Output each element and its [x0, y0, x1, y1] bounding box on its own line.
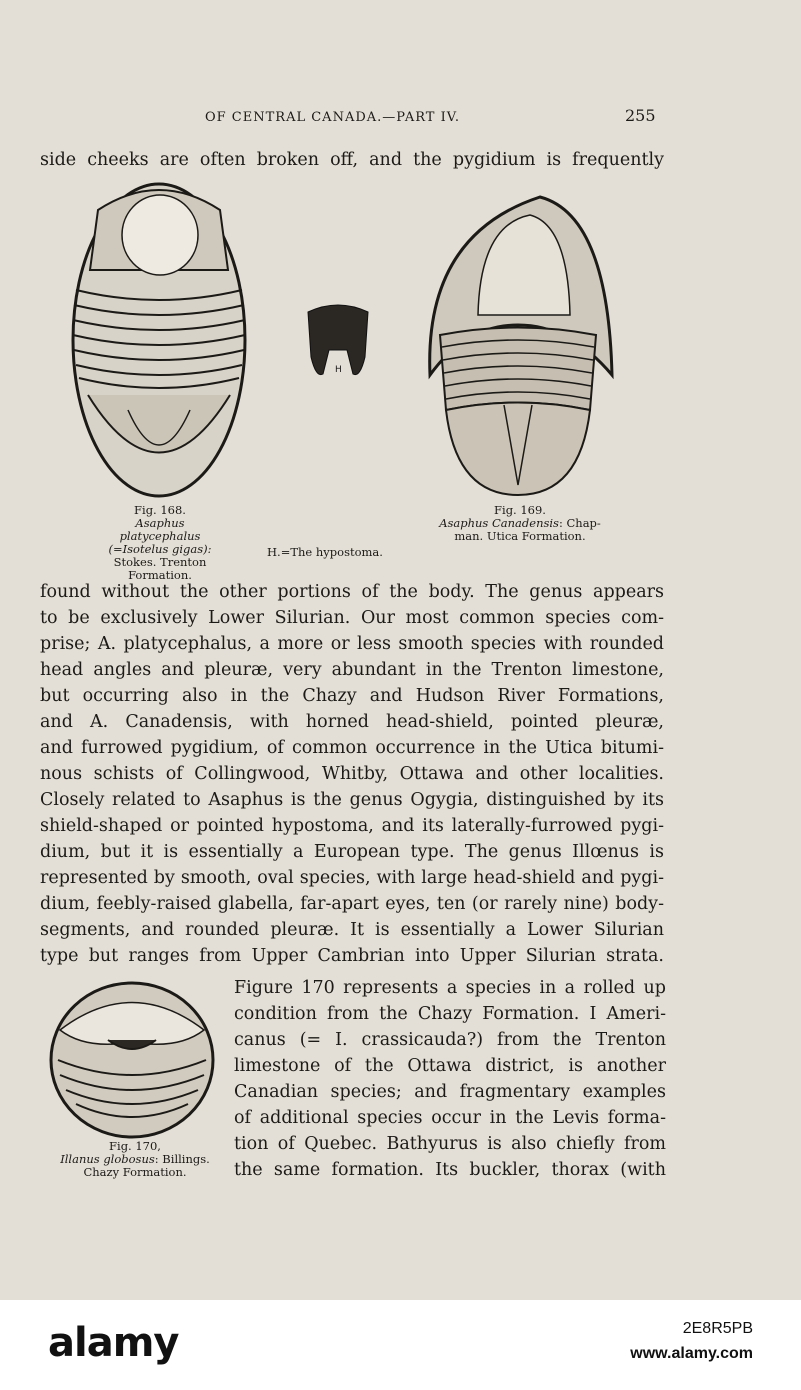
text-line: tion of Quebec. Bathyurus is also chiefly from	[234, 1134, 666, 1154]
text-line: limestone of the Ottawa district, is another	[234, 1056, 666, 1076]
fig-170-authority: : Billings.	[154, 1152, 210, 1166]
text-line: Figure 170 represents a species in a rolled up	[234, 978, 666, 998]
hypostoma-marker: H	[335, 365, 342, 375]
fig-168-label: Fig. 168.	[134, 503, 186, 517]
fig-169-authority: : Chap-	[558, 516, 601, 530]
text-line: type but ranges from Upper Cambrian into Upper Silurian strata.	[40, 946, 664, 966]
text-line: prise; A. platycephalus, a more or less smooth species with rounded	[40, 634, 664, 654]
fig-169-species: Asaphus Canadensis	[439, 516, 559, 530]
running-head: OF CENTRAL CANADA.—PART IV.	[205, 110, 460, 125]
text-line: dium, feebly-raised glabella, far-apart eyes, ten (or rarely nine) body-	[40, 894, 664, 914]
text-line: and furrowed pygidium, of common occurrence in the Utica bitumi-	[40, 738, 664, 758]
text-line: segments, and rounded pleuræ. It is essentially a Lower Silurian	[40, 920, 664, 940]
text-line: the same formation. Its buckler, thorax (with	[234, 1160, 666, 1180]
fig-170-formation: Chazy Formation.	[83, 1165, 187, 1179]
text-line: to be exclusively Lower Silurian. Our most common species com-	[40, 608, 664, 628]
trilobite-fig-168-illustration	[68, 180, 250, 500]
text-line: but occurring also in the Chazy and Hudson River Formations,	[40, 686, 664, 706]
text-line: represented by smooth, oval species, with large head-shield and pygi-	[40, 868, 664, 888]
fig-169-formation: man. Utica Formation.	[454, 529, 586, 543]
text-line: condition from the Chazy Formation. I Ameri-	[234, 1004, 666, 1024]
text-line: head angles and pleuræ, very abundant in the Trenton limestone,	[40, 660, 664, 680]
text-line: side cheeks are often broken off, and the pygidium is frequently	[40, 150, 664, 170]
fig-168-caption	[95, 504, 225, 582]
hypostoma-caption: H.=The hypostoma.	[267, 545, 383, 559]
image-id: 2E8R5PB	[682, 1320, 753, 1337]
alamy-logo: alamy	[48, 1320, 179, 1366]
fig-168-synonym: (=Isotelus gigas):	[108, 542, 212, 556]
text-line: canus (= I. crassicauda?) from the Trenton	[234, 1030, 666, 1050]
page-number: 255	[625, 106, 656, 125]
text-line: found without the other portions of the body. The genus appears	[40, 582, 664, 602]
hypostoma-illustration	[305, 302, 371, 382]
fig-168-species: Asaphus platycephalus	[119, 516, 201, 543]
fig-169-caption	[410, 504, 630, 543]
text-line: of additional species occur in the Levis forma-	[234, 1108, 666, 1128]
trilobite-fig-169-illustration	[420, 195, 616, 497]
text-line: dium, but it is essentially a European type. The genus Illœnus is	[40, 842, 664, 862]
text-line: Closely related to Asaphus is the genus Ogygia, distinguished by its	[40, 790, 664, 810]
fig-170-label: Fig. 170,	[109, 1139, 161, 1153]
fig-168-formation: Formation.	[128, 568, 192, 582]
fig-169-label: Fig. 169.	[494, 503, 546, 517]
fig-170-species: Illanus globosus	[60, 1152, 155, 1166]
site-url: www.alamy.com	[630, 1345, 753, 1362]
text-line: Canadian species; and fragmentary examples	[234, 1082, 666, 1102]
text-line: nous schists of Collingwood, Whitby, Ottawa and other localities.	[40, 764, 664, 784]
fig-170-caption	[40, 1140, 230, 1179]
text-line: shield-shaped or pointed hypostoma, and its laterally-furrowed pygi-	[40, 816, 664, 836]
trilobite-fig-170-illustration	[48, 980, 216, 1140]
text-line: and A. Canadensis, with horned head-shield, pointed pleuræ,	[40, 712, 664, 732]
fig-168-authority: Stokes. Trenton	[113, 555, 207, 569]
